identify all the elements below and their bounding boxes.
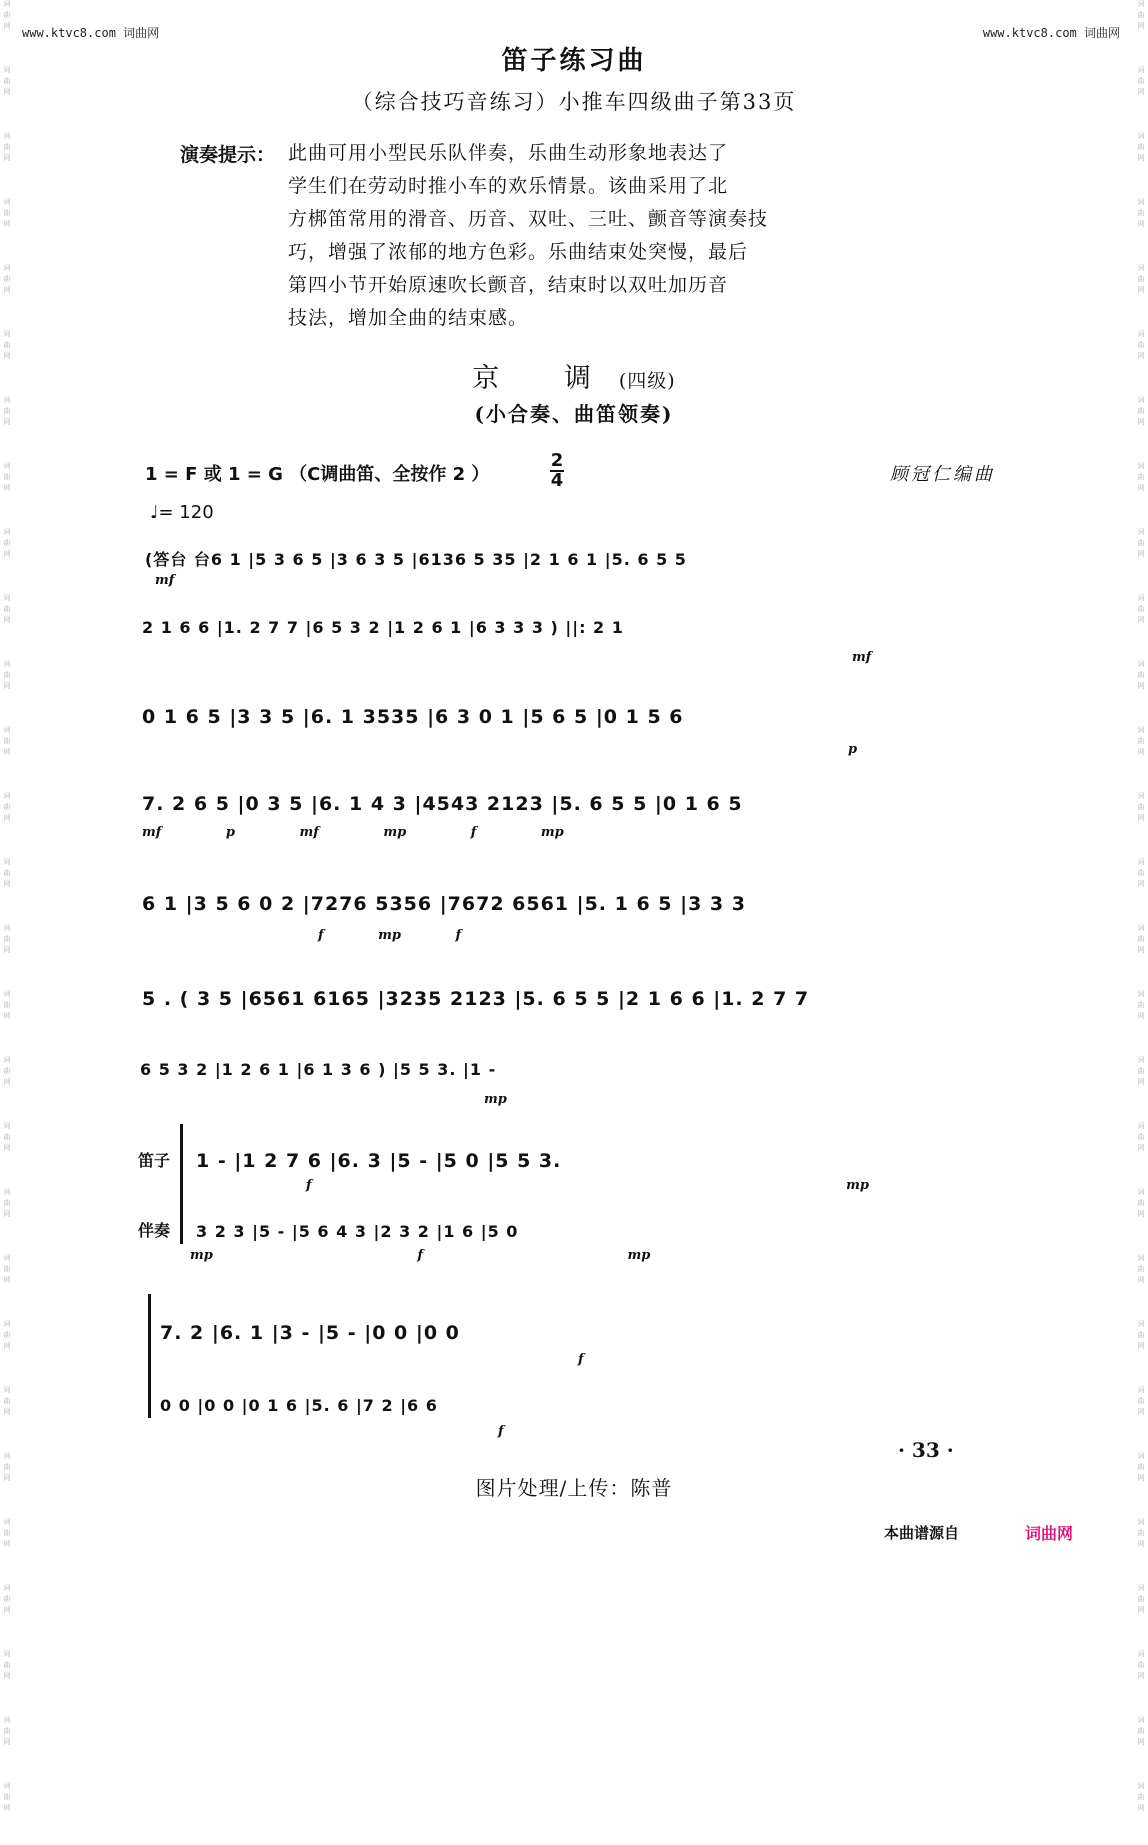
side-watermark-char: 词 xyxy=(3,462,11,470)
side-watermark-gap xyxy=(1134,693,1148,723)
side-watermark-char: 网 xyxy=(3,748,11,756)
side-watermark-char: 网 xyxy=(3,1408,11,1416)
side-watermark-char: 曲 xyxy=(3,11,11,19)
side-watermark-gap xyxy=(1134,1551,1148,1581)
side-watermark-char: 网 xyxy=(1137,220,1145,228)
flute-line-2: 7. 2 |6. 1 |3 - |5 - |0 0 |0 0 xyxy=(160,1322,460,1344)
side-watermark-char: 曲 xyxy=(1137,539,1145,547)
piece-level: (四级) xyxy=(618,370,676,392)
side-watermark-char: 词 xyxy=(1137,132,1145,140)
notes-line: 方梆笛常用的滑音、历音、双吐、三吐、颤音等演奏技 xyxy=(288,208,769,230)
side-watermark-gap xyxy=(0,1023,14,1053)
side-watermark-char: 曲 xyxy=(1137,473,1145,481)
side-watermark-char: 曲 xyxy=(3,1595,11,1603)
side-watermark-gap xyxy=(0,1551,14,1581)
source-logo[interactable]: 词曲网 xyxy=(1025,1524,1074,1543)
performance-notes xyxy=(288,138,768,336)
accompaniment-part-label: 伴奏 xyxy=(138,1221,171,1240)
side-watermark-char: 词 xyxy=(1137,594,1145,602)
side-watermark-char: 词 xyxy=(1137,1122,1145,1130)
side-watermark-char: 网 xyxy=(3,682,11,690)
watermark-top-right: www.ktvc8.com 词曲网 xyxy=(982,26,1120,40)
side-watermark-char: 词 xyxy=(3,1716,11,1724)
side-watermark-char: 网 xyxy=(1137,88,1145,96)
side-watermark-gap xyxy=(1134,759,1148,789)
side-watermark-gap xyxy=(1134,1353,1148,1383)
side-watermark-char: 网 xyxy=(1137,418,1145,426)
side-watermark-char: 词 xyxy=(1137,66,1145,74)
side-watermark-gap xyxy=(0,825,14,855)
side-watermark-char: 词 xyxy=(1137,528,1145,536)
score-system-4: 7. 2 6 5 |0 3 5 |6. 1 4 3 |4543 2123 |5. 6 5 5 |0 1 6 5 xyxy=(142,793,743,815)
side-watermark-char: 曲 xyxy=(3,1661,11,1669)
side-watermark-gap xyxy=(1134,231,1148,261)
notes-line: 学生们在劳动时推小车的欢乐情景。该曲采用了北 xyxy=(288,175,729,197)
side-watermark-char: 词 xyxy=(1137,792,1145,800)
side-watermark-char: 网 xyxy=(1137,748,1145,756)
side-watermark-char: 词 xyxy=(3,1320,11,1328)
side-watermark-char: 网 xyxy=(3,1012,11,1020)
side-watermark-gap xyxy=(1134,1419,1148,1449)
side-watermark-char: 曲 xyxy=(1137,803,1145,811)
side-watermark-gap xyxy=(0,1749,14,1779)
side-watermark-gap xyxy=(0,1089,14,1119)
side-watermark-char: 词 xyxy=(3,396,11,404)
side-watermark-char: 网 xyxy=(3,616,11,624)
side-watermark-char: 曲 xyxy=(3,1463,11,1471)
accompaniment-line-1: 3 2 3 |5 - |5 6 4 3 |2 3 2 |1 6 |5 0 xyxy=(196,1222,519,1241)
side-watermark-char: 网 xyxy=(1137,550,1145,558)
side-watermark-char: 网 xyxy=(3,1342,11,1350)
side-watermark-char: 词 xyxy=(3,132,11,140)
side-watermark-char: 曲 xyxy=(1137,77,1145,85)
side-watermark-gap xyxy=(1134,1089,1148,1119)
side-watermark-char: 词 xyxy=(3,330,11,338)
side-watermark-gap xyxy=(1134,627,1148,657)
side-watermark-gap xyxy=(1134,957,1148,987)
side-watermark-char: 网 xyxy=(1137,1078,1145,1086)
side-watermark-gap xyxy=(0,1221,14,1251)
side-watermark-char: 词 xyxy=(3,264,11,272)
dynamic-mark: mf xyxy=(155,573,175,588)
side-watermark-char: 曲 xyxy=(1137,935,1145,943)
side-watermark-char: 网 xyxy=(3,1672,11,1680)
side-watermark-gap xyxy=(1134,297,1148,327)
side-watermark-gap xyxy=(1134,1749,1148,1779)
side-watermark-char: 网 xyxy=(1137,1540,1145,1548)
dynamic-mark: mf xyxy=(852,650,872,665)
page-subtitle: （综合技巧音练习）小推车四级曲子第33页 xyxy=(351,90,797,114)
side-watermark-char: 网 xyxy=(1137,1804,1145,1812)
side-watermark-char: 词 xyxy=(3,1386,11,1394)
side-watermark-char: 词 xyxy=(3,1518,11,1526)
side-watermark-char: 网 xyxy=(1137,1474,1145,1482)
side-watermark-char: 网 xyxy=(3,1738,11,1746)
flute-part-label: 笛子 xyxy=(138,1151,171,1170)
side-watermark-char: 词 xyxy=(3,726,11,734)
side-watermark-char: 网 xyxy=(3,1276,11,1284)
side-watermark-char: 曲 xyxy=(1137,1001,1145,1009)
side-watermark-char: 词 xyxy=(1137,924,1145,932)
side-watermark-gap xyxy=(0,891,14,921)
side-watermark-char: 曲 xyxy=(1137,869,1145,877)
side-watermark-char: 词 xyxy=(1137,1254,1145,1262)
side-watermark-char: 网 xyxy=(3,220,11,228)
side-watermark-char: 词 xyxy=(3,528,11,536)
side-watermark-char: 词 xyxy=(3,990,11,998)
side-watermark-char: 曲 xyxy=(1137,275,1145,283)
side-watermark-char: 曲 xyxy=(3,1067,11,1075)
side-watermark-char: 词 xyxy=(3,66,11,74)
side-watermark-char: 词 xyxy=(1137,1320,1145,1328)
side-watermark-char: 曲 xyxy=(1137,1793,1145,1801)
accompaniment-line-2: 0 0 |0 0 |0 1 6 |5. 6 |7 2 |6 6 xyxy=(160,1396,438,1415)
side-watermark-char: 曲 xyxy=(1137,1529,1145,1537)
side-watermark-char: 曲 xyxy=(1137,1661,1145,1669)
side-watermark-char: 词 xyxy=(1137,1716,1145,1724)
side-watermark-gap xyxy=(0,429,14,459)
flute-line-1: 1 - |1 2 7 6 |6. 3 |5 - |5 0 |5 5 3. xyxy=(196,1150,562,1172)
side-watermark-char: 词 xyxy=(1137,858,1145,866)
side-watermark-char: 曲 xyxy=(1137,209,1145,217)
side-watermark-char: 曲 xyxy=(3,737,11,745)
side-watermark-char: 曲 xyxy=(1137,671,1145,679)
notes-line: 巧，增强了浓郁的地方色彩。乐曲结束处突慢，最后 xyxy=(288,241,749,263)
side-watermark-char: 网 xyxy=(1137,352,1145,360)
side-watermark-char: 网 xyxy=(3,946,11,954)
left-watermark-strip xyxy=(0,0,14,1812)
side-watermark-char: 曲 xyxy=(1137,1133,1145,1141)
side-watermark-char: 曲 xyxy=(1137,143,1145,151)
side-watermark-char: 词 xyxy=(3,594,11,602)
dynamic-mark: p xyxy=(848,742,858,757)
side-watermark-char: 曲 xyxy=(3,209,11,217)
side-watermark-char: 词 xyxy=(3,1056,11,1064)
side-watermark-char: 词 xyxy=(1137,1452,1145,1460)
side-watermark-char: 网 xyxy=(3,880,11,888)
side-watermark-char: 曲 xyxy=(1137,341,1145,349)
side-watermark-gap xyxy=(0,627,14,657)
side-watermark-char: 词 xyxy=(3,198,11,206)
time-signature-top: 2 xyxy=(550,450,564,471)
side-watermark-gap xyxy=(0,561,14,591)
side-watermark-char: 网 xyxy=(3,418,11,426)
side-watermark-char: 词 xyxy=(1137,1386,1145,1394)
side-watermark-char: 曲 xyxy=(3,1727,11,1735)
side-watermark-char: 网 xyxy=(3,1540,11,1548)
side-watermark-char: 词 xyxy=(1137,1584,1145,1592)
side-watermark-char: 词 xyxy=(1137,264,1145,272)
time-signature-bottom: 4 xyxy=(550,470,564,491)
side-watermark-char: 曲 xyxy=(3,1793,11,1801)
dynamic-mark: f mp xyxy=(306,1178,869,1193)
side-watermark-char: 网 xyxy=(3,550,11,558)
side-watermark-gap xyxy=(0,1155,14,1185)
side-watermark-char: 网 xyxy=(1137,484,1145,492)
side-watermark-char: 网 xyxy=(1137,880,1145,888)
side-watermark-char: 曲 xyxy=(3,869,11,877)
score-system-2: 2 1 6 6 |1. 2 7 7 |6 5 3 2 |1 2 6 1 |6 3 3 3 ) ||: 2 1 xyxy=(142,618,624,637)
side-watermark-char: 曲 xyxy=(3,935,11,943)
side-watermark-char: 曲 xyxy=(3,275,11,283)
side-watermark-char: 词 xyxy=(1137,0,1145,8)
side-watermark-char: 网 xyxy=(3,1144,11,1152)
side-watermark-char: 网 xyxy=(3,484,11,492)
side-watermark-char: 词 xyxy=(1137,1056,1145,1064)
side-watermark-char: 曲 xyxy=(3,1001,11,1009)
side-watermark-gap xyxy=(1134,165,1148,195)
side-watermark-gap xyxy=(1134,891,1148,921)
side-watermark-char: 网 xyxy=(3,88,11,96)
side-watermark-char: 曲 xyxy=(3,803,11,811)
side-watermark-gap xyxy=(0,231,14,261)
side-watermark-char: 网 xyxy=(1137,1606,1145,1614)
side-watermark-char: 网 xyxy=(3,352,11,360)
score-system-1: (答台 台6 1 |5 3 6 5 |3 6 3 5 |6136 5 35 |2 1 6 1 |5. 6 5 5 xyxy=(145,550,687,569)
side-watermark-gap xyxy=(0,1419,14,1449)
tempo-marking: ♩= 120 xyxy=(150,502,214,523)
side-watermark-char: 词 xyxy=(3,1188,11,1196)
side-watermark-char: 网 xyxy=(3,22,11,30)
side-watermark-char: 曲 xyxy=(1137,1331,1145,1339)
side-watermark-char: 曲 xyxy=(1137,1067,1145,1075)
side-watermark-gap xyxy=(0,1617,14,1647)
dynamic-mark: mp f mp xyxy=(190,1248,651,1263)
side-watermark-gap xyxy=(0,693,14,723)
side-watermark-char: 词 xyxy=(1137,462,1145,470)
side-watermark-char: 网 xyxy=(3,154,11,162)
side-watermark-char: 曲 xyxy=(3,473,11,481)
side-watermark-gap xyxy=(1134,1683,1148,1713)
side-watermark-char: 词 xyxy=(3,858,11,866)
side-watermark-char: 网 xyxy=(1137,1276,1145,1284)
side-watermark-gap xyxy=(1134,1815,1148,1845)
side-watermark-char: 曲 xyxy=(3,539,11,547)
side-watermark-char: 网 xyxy=(1137,1144,1145,1152)
notes-line: 技法，增加全曲的结束感。 xyxy=(288,307,529,329)
side-watermark-char: 网 xyxy=(1137,1210,1145,1218)
dynamic-mark: f mp f xyxy=(318,928,462,943)
side-watermark-char: 曲 xyxy=(1137,1199,1145,1207)
side-watermark-char: 网 xyxy=(1137,814,1145,822)
side-watermark-char: 曲 xyxy=(1137,1595,1145,1603)
dynamic-mark: mf p mf mp f mp xyxy=(142,825,564,840)
side-watermark-char: 网 xyxy=(1137,1342,1145,1350)
side-watermark-char: 曲 xyxy=(1137,737,1145,745)
side-watermark-gap xyxy=(0,1287,14,1317)
side-watermark-gap xyxy=(1134,825,1148,855)
side-watermark-char: 网 xyxy=(1137,1408,1145,1416)
side-watermark-gap xyxy=(1134,1155,1148,1185)
side-watermark-char: 词 xyxy=(1137,1518,1145,1526)
side-watermark-char: 曲 xyxy=(1137,11,1145,19)
side-watermark-gap xyxy=(0,1815,14,1845)
page-number: · 33 · xyxy=(898,1438,954,1462)
side-watermark-char: 曲 xyxy=(3,341,11,349)
right-watermark-strip xyxy=(1134,0,1148,1812)
notes-line: 此曲可用小型民乐队伴奏，乐曲生动形象地表达了 xyxy=(288,142,729,164)
dynamic-mark: f xyxy=(498,1424,504,1439)
time-signature xyxy=(550,452,564,490)
side-watermark-gap xyxy=(1134,561,1148,591)
side-watermark-char: 网 xyxy=(1137,286,1145,294)
side-watermark-char: 曲 xyxy=(1137,407,1145,415)
side-watermark-gap xyxy=(1134,1221,1148,1251)
side-watermark-char: 曲 xyxy=(1137,1727,1145,1735)
side-watermark-char: 词 xyxy=(1137,396,1145,404)
side-watermark-gap xyxy=(0,1353,14,1383)
side-watermark-char: 词 xyxy=(3,1254,11,1262)
side-watermark-gap xyxy=(1134,1023,1148,1053)
side-watermark-char: 曲 xyxy=(3,671,11,679)
side-watermark-char: 网 xyxy=(1137,154,1145,162)
side-watermark-gap xyxy=(0,495,14,525)
side-watermark-char: 词 xyxy=(1137,660,1145,668)
side-watermark-char: 词 xyxy=(1137,1188,1145,1196)
notes-line: 第四小节开始原速吹长颤音，结束时以双吐加历音 xyxy=(288,274,729,296)
side-watermark-gap xyxy=(0,297,14,327)
side-watermark-char: 曲 xyxy=(1137,1397,1145,1405)
side-watermark-char: 词 xyxy=(1137,1782,1145,1790)
side-watermark-char: 词 xyxy=(1137,198,1145,206)
side-watermark-char: 网 xyxy=(1137,616,1145,624)
notes-label: 演奏提示： xyxy=(180,144,276,166)
source-label: 本曲谱源自 xyxy=(884,1524,960,1542)
side-watermark-char: 网 xyxy=(3,1606,11,1614)
dynamic-mark: f xyxy=(578,1352,584,1367)
score-system-5: 6 1 |3 5 6 0 2 |7276 5356 |7672 6561 |5. 1 6 5 |3 3 3 xyxy=(142,893,746,915)
side-watermark-char: 词 xyxy=(3,660,11,668)
side-watermark-char: 网 xyxy=(1137,946,1145,954)
side-watermark-gap xyxy=(0,1683,14,1713)
score-system-3: 0 1 6 5 |3 3 5 |6. 1 3535 |6 3 0 1 |5 6 5 |0 1 5 6 xyxy=(142,706,684,728)
side-watermark-char: 网 xyxy=(3,1474,11,1482)
side-watermark-char: 词 xyxy=(3,1782,11,1790)
system-bracket xyxy=(180,1124,187,1244)
page-title: 笛子练习曲 xyxy=(501,46,647,76)
piece-arrangement: (小合奏、曲笛领奏) xyxy=(474,402,674,426)
side-watermark-gap xyxy=(0,957,14,987)
score-system-7: 6 5 3 2 |1 2 6 1 |6 1 3 6 ) |5 5 3. |1 - xyxy=(140,1060,497,1079)
side-watermark-char: 词 xyxy=(3,1584,11,1592)
score-system-6: 5 . ( 3 5 |6561 6165 |3235 2123 |5. 6 5 5 |2 1 6 6 |1. 2 7 7 xyxy=(142,988,810,1010)
piece-name: 京 调 xyxy=(472,363,619,394)
side-watermark-gap xyxy=(1134,1617,1148,1647)
upload-credit: 图片处理/上传：陈普 xyxy=(475,1476,673,1500)
side-watermark-char: 曲 xyxy=(3,605,11,613)
side-watermark-char: 曲 xyxy=(3,1199,11,1207)
side-watermark-char: 网 xyxy=(3,814,11,822)
side-watermark-gap xyxy=(0,165,14,195)
side-watermark-char: 曲 xyxy=(3,1331,11,1339)
side-watermark-char: 曲 xyxy=(3,407,11,415)
side-watermark-char: 曲 xyxy=(3,1133,11,1141)
side-watermark-char: 曲 xyxy=(1137,1463,1145,1471)
side-watermark-char: 网 xyxy=(1137,1012,1145,1020)
side-watermark-gap xyxy=(1134,495,1148,525)
side-watermark-char: 词 xyxy=(3,0,11,8)
side-watermark-char: 网 xyxy=(3,286,11,294)
watermark-top-left: www.ktvc8.com 词曲网 xyxy=(22,26,160,40)
side-watermark-char: 词 xyxy=(3,792,11,800)
side-watermark-char: 曲 xyxy=(3,1265,11,1273)
side-watermark-gap xyxy=(0,759,14,789)
side-watermark-char: 网 xyxy=(3,1210,11,1218)
side-watermark-gap xyxy=(1134,429,1148,459)
arranger: 顾冠仁编曲 xyxy=(890,464,995,485)
side-watermark-char: 词 xyxy=(3,1122,11,1130)
side-watermark-char: 词 xyxy=(1137,1650,1145,1658)
side-watermark-gap xyxy=(1134,1287,1148,1317)
side-watermark-char: 词 xyxy=(1137,330,1145,338)
side-watermark-char: 词 xyxy=(1137,990,1145,998)
side-watermark-char: 曲 xyxy=(3,143,11,151)
side-watermark-char: 曲 xyxy=(3,1529,11,1537)
system-bracket xyxy=(148,1294,155,1418)
side-watermark-char: 词 xyxy=(3,1452,11,1460)
side-watermark-char: 词 xyxy=(3,1650,11,1658)
side-watermark-char: 曲 xyxy=(3,77,11,85)
side-watermark-char: 网 xyxy=(1137,1672,1145,1680)
side-watermark-char: 网 xyxy=(1137,22,1145,30)
side-watermark-char: 网 xyxy=(1137,1738,1145,1746)
side-watermark-char: 网 xyxy=(3,1078,11,1086)
key-signature: 1 = F 或 1 = G （C调曲笛、全按作 2 ） xyxy=(145,464,490,485)
side-watermark-char: 网 xyxy=(3,1804,11,1812)
side-watermark-char: 曲 xyxy=(3,1397,11,1405)
side-watermark-char: 曲 xyxy=(1137,605,1145,613)
side-watermark-char: 曲 xyxy=(1137,1265,1145,1273)
side-watermark-char: 词 xyxy=(3,924,11,932)
side-watermark-char: 词 xyxy=(1137,726,1145,734)
dynamic-mark: mp xyxy=(484,1092,507,1107)
side-watermark-char: 网 xyxy=(1137,682,1145,690)
piece-title xyxy=(0,356,1148,395)
